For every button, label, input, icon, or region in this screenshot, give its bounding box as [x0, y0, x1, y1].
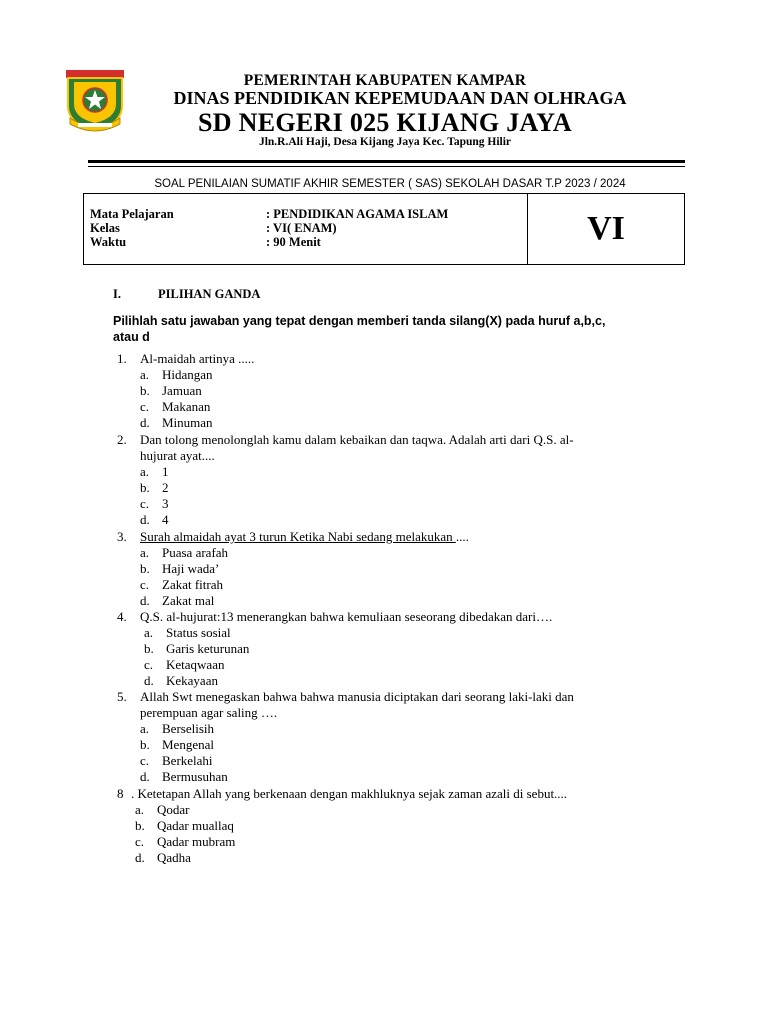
- kampar-regency-emblem-icon: [64, 68, 126, 134]
- option-text: 1: [162, 464, 169, 479]
- option-letter[interactable]: a.: [135, 802, 145, 817]
- question-text: Al-maidah artinya .....: [140, 351, 255, 366]
- question-text-underlined: Surah almaidah ayat 3 turun Ketika Nabi sedang melakukan: [140, 529, 456, 544]
- option-letter[interactable]: c.: [144, 657, 154, 672]
- option-letter[interactable]: b.: [140, 561, 150, 576]
- option-text: 2: [162, 480, 169, 495]
- info-label: Kelas: [90, 221, 120, 235]
- option-letter[interactable]: d.: [135, 850, 145, 865]
- option-text: Garis keturunan: [166, 641, 250, 656]
- school-address: Jln.R.Ali Haji, Desa Kijang Jaya Kec. Tapung Hilir: [258, 136, 512, 148]
- option-letter[interactable]: d.: [140, 769, 150, 784]
- option-text: Qadha: [157, 850, 191, 865]
- exam-info-box: [83, 193, 685, 265]
- instruction-text: Pilihlah satu jawaban yang tepat dengan memberi tanda silang(X) pada huruf a,b,c, atau d: [113, 314, 606, 344]
- info-label: Waktu: [90, 235, 127, 249]
- option-text: Minuman: [162, 415, 213, 430]
- question-number: 4.: [117, 609, 127, 624]
- agency-heading: DINAS PENDIDIKAN KEPEMUDAAN DAN OLHRAGA: [173, 88, 627, 108]
- option-text: Ketaqwaan: [166, 657, 225, 672]
- info-label: Mata Pelajaran: [90, 207, 174, 221]
- option-text: Makanan: [162, 399, 211, 414]
- option-letter[interactable]: c.: [140, 753, 150, 768]
- option-text: Mengenal: [162, 737, 214, 752]
- question-number: 8: [117, 786, 124, 801]
- exam-title: SOAL PENILAIAN SUMATIF AKHIR SEMESTER ( SAS) SEKOLAH DASAR T.P 2023 / 2024: [154, 178, 626, 190]
- option-text: Berselisih: [162, 721, 214, 736]
- option-letter[interactable]: a.: [140, 545, 150, 560]
- option-letter[interactable]: b.: [140, 480, 150, 495]
- government-heading: PEMERINTAH KABUPATEN KAMPAR: [243, 72, 527, 89]
- question-text: Dan tolong menolonglah kamu dalam kebaikan dan taqwa. Adalah arti dari Q.S. al-: [140, 432, 574, 447]
- school-name: SD NEGERI 025 KIJANG JAYA: [198, 108, 572, 137]
- header-divider-thick: [88, 160, 685, 163]
- question-number: 3.: [117, 529, 127, 544]
- question-text: Allah Swt menegaskan bahwa bahwa manusia diciptakan dari seorang laki-laki dan: [140, 689, 574, 704]
- option-text: 4: [162, 512, 169, 527]
- option-text: Status sosial: [166, 625, 231, 640]
- option-text: Qodar: [157, 802, 190, 817]
- option-letter[interactable]: b.: [144, 641, 154, 656]
- section-title: PILIHAN GANDA: [158, 287, 261, 301]
- option-letter[interactable]: c.: [140, 399, 150, 414]
- question-text-ellipsis: ....: [455, 529, 469, 544]
- option-letter[interactable]: a.: [140, 721, 150, 736]
- option-letter[interactable]: d.: [140, 415, 150, 430]
- grade-label: VI: [587, 210, 625, 247]
- option-text: Puasa arafah: [162, 545, 229, 560]
- option-letter[interactable]: b.: [135, 818, 145, 833]
- question-text: Q.S. al-hujurat:13 menerangkan bahwa kemuliaan seseorang dibedakan dari….: [140, 609, 553, 624]
- option-text: Haji wada’: [162, 561, 220, 576]
- option-text: Qadar muallaq: [157, 818, 234, 833]
- option-letter[interactable]: b.: [140, 737, 150, 752]
- question-text: . Ketetapan Allah yang berkenaan dengan makhluknya sejak zaman azali di sebut....: [131, 786, 568, 801]
- question-number: 2.: [117, 432, 127, 447]
- question-number: 1.: [117, 351, 127, 366]
- info-value: : VI( ENAM): [266, 221, 337, 235]
- option-letter[interactable]: d.: [140, 593, 150, 608]
- option-text: Zakat mal: [162, 593, 215, 608]
- option-letter[interactable]: b.: [140, 383, 150, 398]
- option-letter[interactable]: c.: [135, 834, 145, 849]
- question-text-continued: hujurat ayat....: [140, 448, 215, 463]
- option-letter[interactable]: d.: [140, 512, 150, 527]
- question-text: [140, 529, 469, 545]
- option-text: Jamuan: [162, 383, 202, 398]
- option-text: Berkelahi: [162, 753, 213, 768]
- option-letter[interactable]: c.: [140, 496, 150, 511]
- option-text: Bermusuhan: [162, 769, 228, 784]
- option-letter[interactable]: a.: [144, 625, 154, 640]
- option-text: 3: [162, 496, 169, 511]
- section-number: I.: [113, 287, 121, 301]
- option-letter[interactable]: a.: [140, 367, 150, 382]
- info-value: : 90 Menit: [266, 235, 321, 249]
- option-letter[interactable]: a.: [140, 464, 150, 479]
- question-text-continued: perempuan agar saling ….: [140, 705, 278, 720]
- option-letter[interactable]: c.: [140, 577, 150, 592]
- header-divider-thin: [88, 166, 685, 167]
- option-letter[interactable]: d.: [144, 673, 154, 688]
- info-value: : PENDIDIKAN AGAMA ISLAM: [266, 207, 449, 221]
- option-text: Zakat fitrah: [162, 577, 223, 592]
- option-text: Hidangan: [162, 367, 213, 382]
- option-text: Qadar mubram: [157, 834, 236, 849]
- question-number: 5.: [117, 689, 127, 704]
- option-text: Kekayaan: [166, 673, 218, 688]
